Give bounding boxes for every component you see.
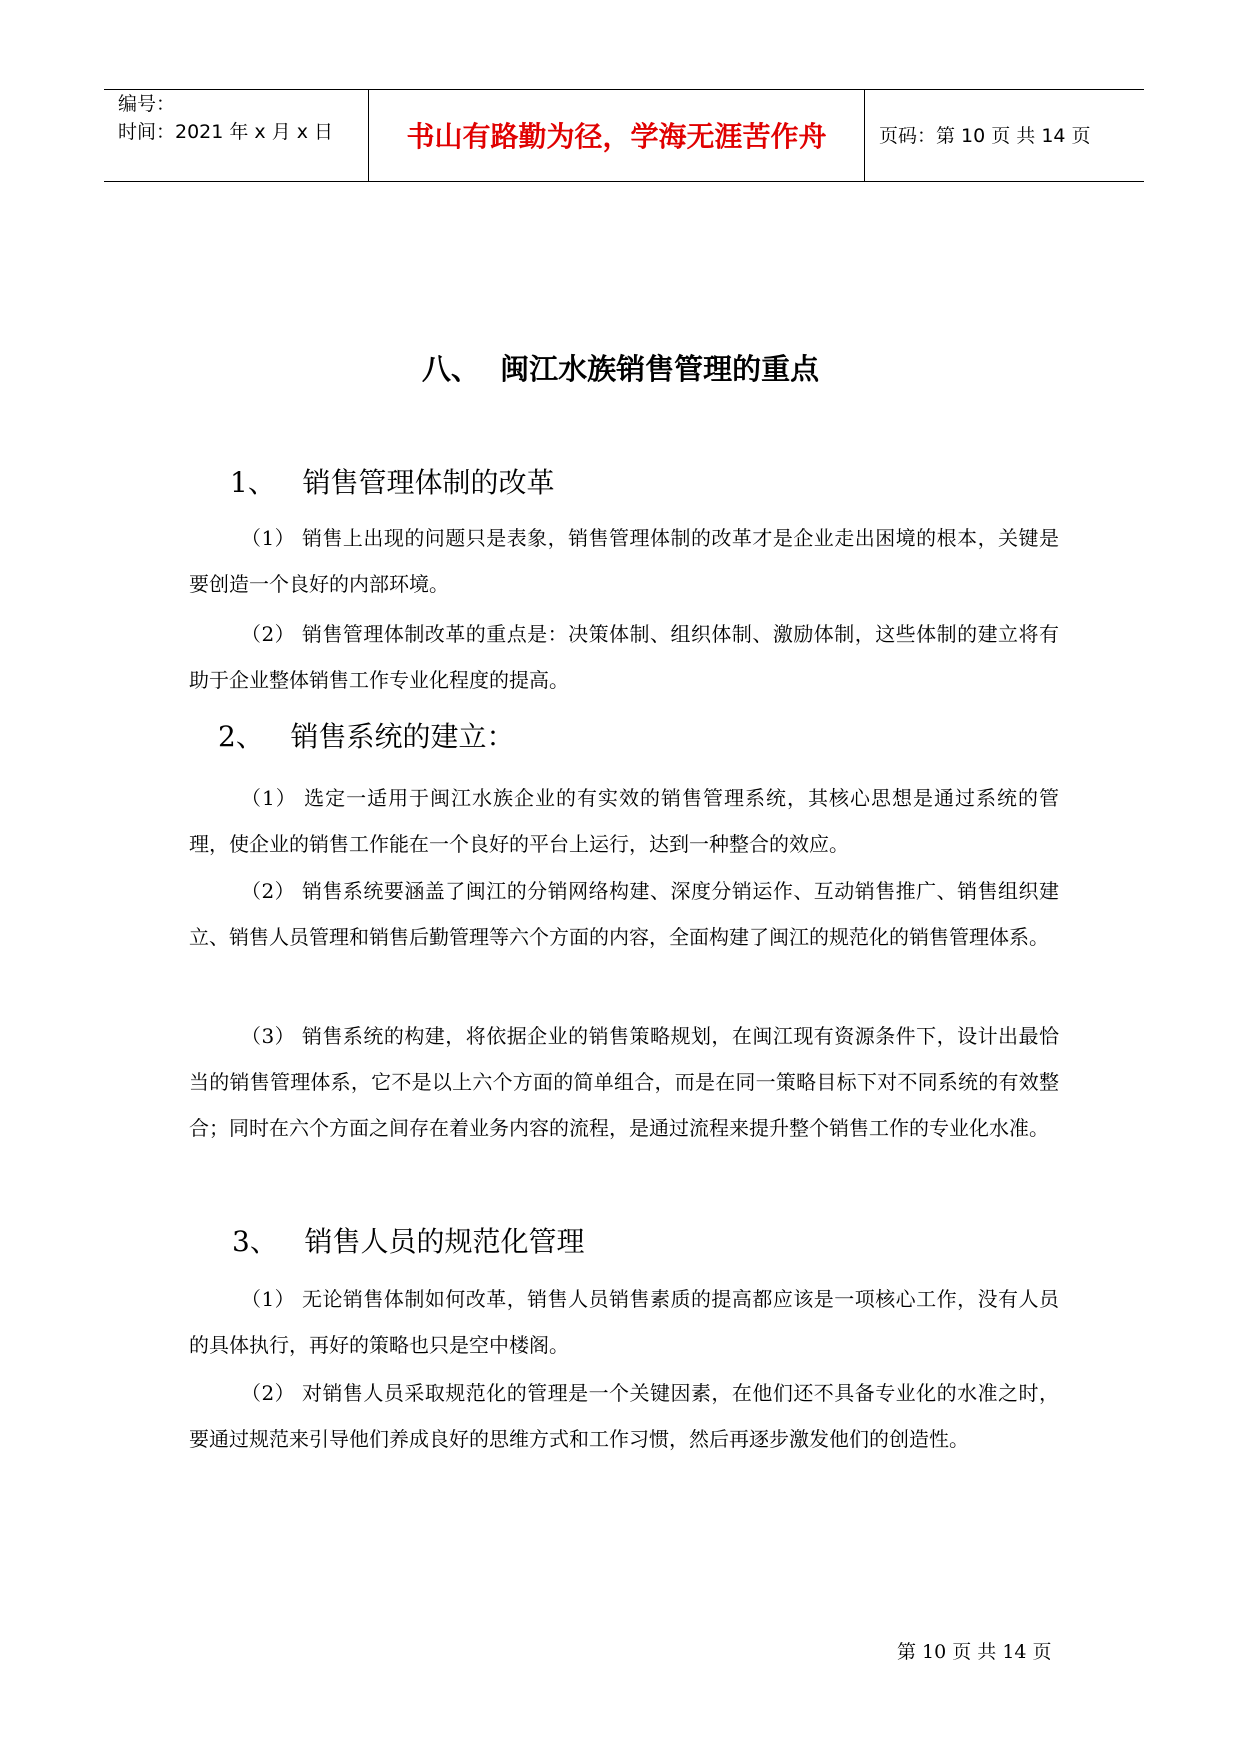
header-page-cell (865, 90, 1144, 181)
section-heading-3: 3、 销售人员的规范化管理 (232, 1225, 585, 1258)
paragraph-3-2: （2） 对销售人员采取规范化的管理是一个关键因素，在他们还不具备专业化的水准之时，要通过规范来引导他们养成良好的思维方式和工作习惯，然后再逐步激发他们的创造性。 (189, 1381, 1059, 1451)
header-motto: 书山有路勤为径，学海无涯苦作舟 (406, 120, 827, 153)
paragraph-1-1: （1） 销售上出现的问题只是表象，销售管理体制的改革才是企业走出困境的根本，关键是要创造一个良好的内部环境。 (189, 526, 1059, 596)
paragraph-2-3: （3） 销售系统的构建，将依据企业的销售策略规划，在闽江现有资源条件下，设计出最恰当的销售管理体系，它不是以上六个方面的简单组合，而是在同一策略目标下对不同系统的有效整合；同时在六个方面之间存在着业务内容的流程，是通过流程来提升整个销售工作的专业化水准。 (189, 1024, 1059, 1140)
paragraph-2-1: （1） 选定一适用于闽江水族企业的有实效的销售管理系统，其核心思想是通过系统的管理，使企业的销售工作能在一个良好的平台上运行，达到一种整合的效应。 (189, 786, 1059, 856)
document-time-label: 时间：2021 年 x 月 x 日 (118, 121, 334, 143)
section-heading-2: 2、 销售系统的建立： (218, 720, 515, 753)
page-title: 八、 闽江水族销售管理的重点 (421, 352, 820, 386)
header-motto-cell (369, 90, 865, 181)
paragraph-3-1: （1） 无论销售体制如何改革，销售人员销售素质的提高都应该是一项核心工作，没有人员的具体执行，再好的策略也只是空中楼阁。 (189, 1287, 1059, 1357)
paragraph-1-2: （2） 销售管理体制改革的重点是：决策体制、组织体制、激励体制，这些体制的建立将有助于企业整体销售工作专业化程度的提高。 (189, 622, 1059, 692)
page-header (104, 89, 1144, 182)
page-footer: 第 10 页 共 14 页 (897, 1641, 1052, 1663)
header-info-cell (104, 90, 369, 181)
section-heading-1: 1、 销售管理体制的改革 (230, 466, 555, 499)
header-page-code: 页码：第 10 页 共 14 页 (879, 125, 1091, 147)
paragraph-2-2: （2） 销售系统要涵盖了闽江的分销网络构建、深度分销运作、互动销售推广、销售组织建立、销售人员管理和销售后勤管理等六个方面的内容，全面构建了闽江的规范化的销售管理体系。 (189, 879, 1059, 949)
document-number-label: 编号： (118, 93, 176, 115)
